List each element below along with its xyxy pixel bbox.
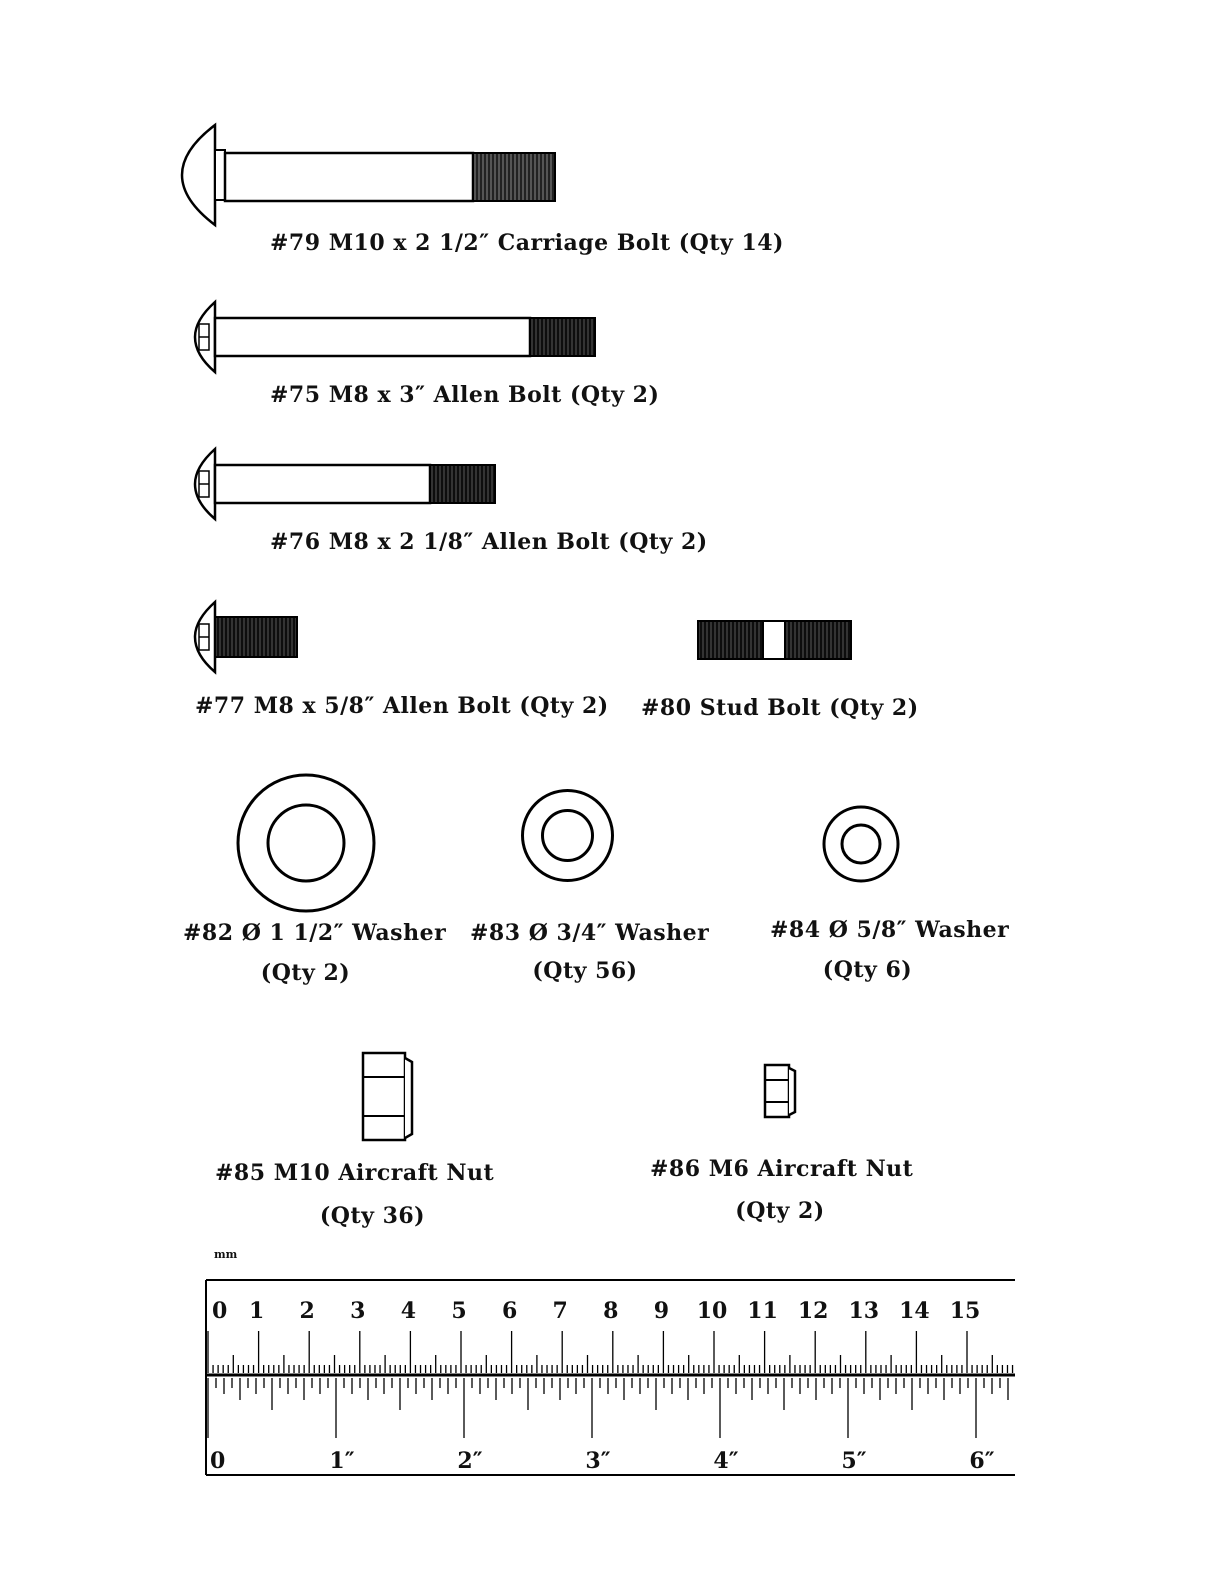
cm-label: 14 xyxy=(899,1298,930,1324)
carriage-bolt-79-drawing xyxy=(180,120,570,230)
allen-bolt-76-drawing xyxy=(193,447,503,522)
cm-label: 11 xyxy=(747,1298,778,1324)
allen-bolt-75-drawing xyxy=(193,300,603,375)
part-85-qty: (Qty 36) xyxy=(319,1203,426,1229)
washer-82-drawing xyxy=(235,772,377,914)
part-76-label: #76 M8 x 2 1/8″ Allen Bolt (Qty 2) xyxy=(270,529,708,555)
part-86-label: #86 M6 Aircraft Nut xyxy=(650,1156,914,1182)
cm-label: 4 xyxy=(400,1298,417,1324)
aircraft-nut-85-drawing xyxy=(360,1050,420,1145)
measurement-ruler xyxy=(200,1270,1020,1485)
aircraft-nut-86-drawing xyxy=(762,1062,802,1122)
part-86-qty: (Qty 2) xyxy=(735,1198,825,1224)
cm-label: 5 xyxy=(451,1298,467,1324)
part-75-label: #75 M8 x 3″ Allen Bolt (Qty 2) xyxy=(270,382,660,408)
part-84-label: #84 Ø 5/8″ Washer xyxy=(770,917,1010,943)
inch-label: 4″ xyxy=(713,1448,739,1474)
part-79-label: #79 M10 x 2 1/2″ Carriage Bolt (Qty 14) xyxy=(270,230,784,256)
washer-84-drawing xyxy=(821,804,901,884)
cm-label: 1 xyxy=(248,1298,265,1324)
cm-label: 6 xyxy=(501,1298,518,1324)
cm-label: 12 xyxy=(797,1298,829,1324)
inch-label: 5″ xyxy=(841,1448,867,1474)
allen-bolt-77-drawing xyxy=(193,600,303,675)
inch-label: 6″ xyxy=(969,1448,995,1474)
cm-label: 3 xyxy=(350,1298,366,1324)
cm-label: 13 xyxy=(848,1298,880,1324)
inch-label: 0 xyxy=(210,1448,226,1474)
cm-label: 2 xyxy=(299,1298,315,1324)
cm-label: 10 xyxy=(696,1298,728,1324)
part-83-qty: (Qty 56) xyxy=(532,958,638,984)
part-82-qty: (Qty 2) xyxy=(260,960,351,986)
part-80-label: #80 Stud Bolt (Qty 2) xyxy=(641,695,919,721)
part-85-label: #85 M10 Aircraft Nut xyxy=(215,1160,495,1186)
cm-label: 0 xyxy=(212,1298,228,1324)
cm-label: 9 xyxy=(653,1298,670,1324)
cm-label: 8 xyxy=(603,1298,619,1324)
inch-label: 1″ xyxy=(329,1448,355,1474)
stud-bolt-80-drawing xyxy=(696,618,856,663)
part-77-label: #77 M8 x 5/8″ Allen Bolt (Qty 2) xyxy=(195,693,609,719)
cm-label: 7 xyxy=(552,1298,568,1324)
part-82-label: #82 Ø 1 1/2″ Washer xyxy=(183,920,447,946)
cm-label: 15 xyxy=(949,1298,981,1324)
ruler-mm-unit: mm xyxy=(214,1248,238,1261)
part-83-label: #83 Ø 3/4″ Washer xyxy=(470,920,710,946)
inch-label: 3″ xyxy=(585,1448,611,1474)
part-84-qty: (Qty 6) xyxy=(822,957,913,983)
washer-83-drawing xyxy=(520,788,615,883)
inch-label: 2″ xyxy=(457,1448,483,1474)
